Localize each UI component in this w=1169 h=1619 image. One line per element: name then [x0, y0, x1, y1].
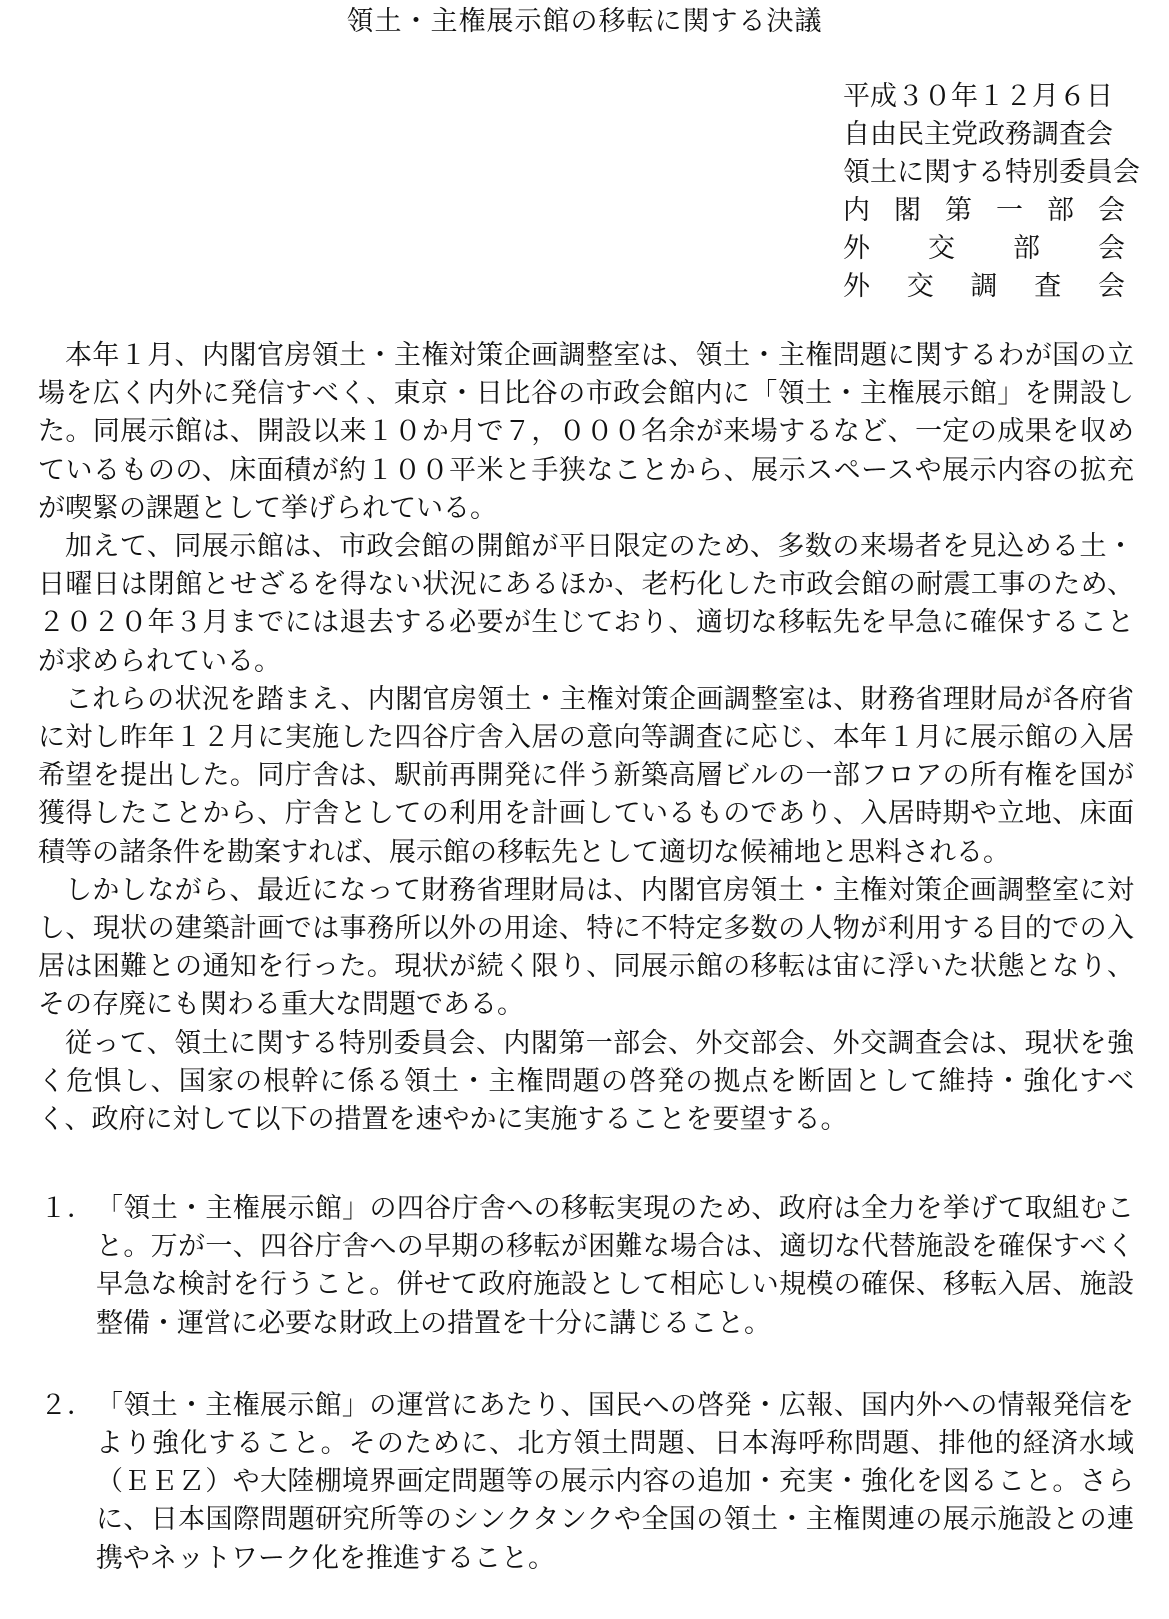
request-list — [38, 1190, 1134, 1578]
body-paragraph: 加えて、同展示館は、市政会館の開館が平日限定のため、多数の来場者を見込める土・日曜日は閉館とせざるを得ない状況にあるほか、老朽化した市政会館の耐震工事のため、２０２０年３月までには退去する必要が生じており、適切な移転先を早急に確保することが求められている。 — [38, 531, 1134, 677]
issuer-block — [843, 78, 1140, 306]
issuer-foreign-affairs-subcommittee: 外交部会 — [843, 233, 1125, 264]
request-item-text: 「領土・主権展示館」の運営にあたり、国民への啓発・広報、国内外への情報発信をより強化すること。そのために、北方領土問題、日本海呼称問題、排他的経済水域（ＥＥＺ）や大陸棚境界画定問題等の展示内容の追加・充実・強化を図ること。さらに、日本国際問題研究所等のシンクタンクや全国の領土・主権関連の展示施設との連携やネットワーク化を推進すること。 — [96, 1389, 1134, 1574]
body-paragraph: 従って、領土に関する特別委員会、内閣第一部会、外交部会、外交調査会は、現状を強く危惧し、国家の根幹に係る領土・主権問題の啓発の拠点を断固として維持・強化すべく、政府に対して以下の措置を速やかに実施することを要望する。 — [38, 1027, 1134, 1136]
issue-date: 平成３０年１２月６日 — [843, 81, 1113, 112]
issuer-cabinet-subcommittee: 内閣第一部会 — [843, 195, 1125, 226]
request-item — [38, 1387, 1134, 1578]
request-item-number: １． — [40, 1193, 94, 1224]
request-item-text: 「領土・主権展示館」の四谷庁舎への移転実現のため、政府は全力を挙げて取組むこと。万が一、四谷庁舎への早期の移転が困難な場合は、適切な代替施設を確保すべく早急な検討を行うこと。併せて政府施設として相応しい規模の確保、移転入居、施設整備・運営に必要な財政上の措置を十分に講じること。 — [96, 1193, 1134, 1339]
body-paragraph: しかしながら、最近になって財務省理財局は、内閣官房領土・主権対策企画調整室に対し、現状の建築計画では事務所以外の用途、特に不特定多数の人物が利用する目的での入居は困難との通知を行った。現状が続く限り、同展示館の移転は宙に浮いた状態となり、その存廃にも関わる重大な問題である。 — [38, 874, 1134, 1021]
issuer-foreign-affairs-research-council: 外交調査会 — [843, 271, 1125, 302]
body-paragraph: これらの状況を踏まえ、内閣官房領土・主権対策企画調整室は、財務省理財局が各府省に対し昨年１２月に実施した四谷庁舎入居の意向等調査に応じ、本年１月に展示館の入居希望を提出した。同庁舎は、駅前再開発に伴う新築高層ビルの一部フロアの所有権を国が獲得したことから、庁舎としての利用を計画しているものであり、入居時期や立地、床面積等の諸条件を勘案すれば、展示館の移転先として適切な候補地と思料される。 — [38, 683, 1134, 868]
body-paragraph: 本年１月、内閣官房領土・主権対策企画調整室は、領土・主権問題に関するわが国の立場を広く内外に発信すべく、東京・日比谷の市政会館内に「領土・主権展示館」を開設した。同展示館は、開設以来１０か月で７，０００名余が来場するなど、一定の成果を収めているものの、床面積が約１００平米と手狭なことから、展示スペースや展示内容の拡充が喫緊の課題として挙げられている。 — [38, 340, 1134, 524]
document-body — [38, 337, 1134, 1139]
issuer-territory-committee: 領土に関する特別委員会 — [843, 157, 1140, 188]
issuer-research-council: 自由民主党政務調査会 — [843, 119, 1113, 150]
request-item — [38, 1190, 1134, 1343]
request-item-number: ２． — [40, 1389, 94, 1421]
document-title: 領土・主権展示館の移転に関する決議 — [346, 6, 823, 37]
